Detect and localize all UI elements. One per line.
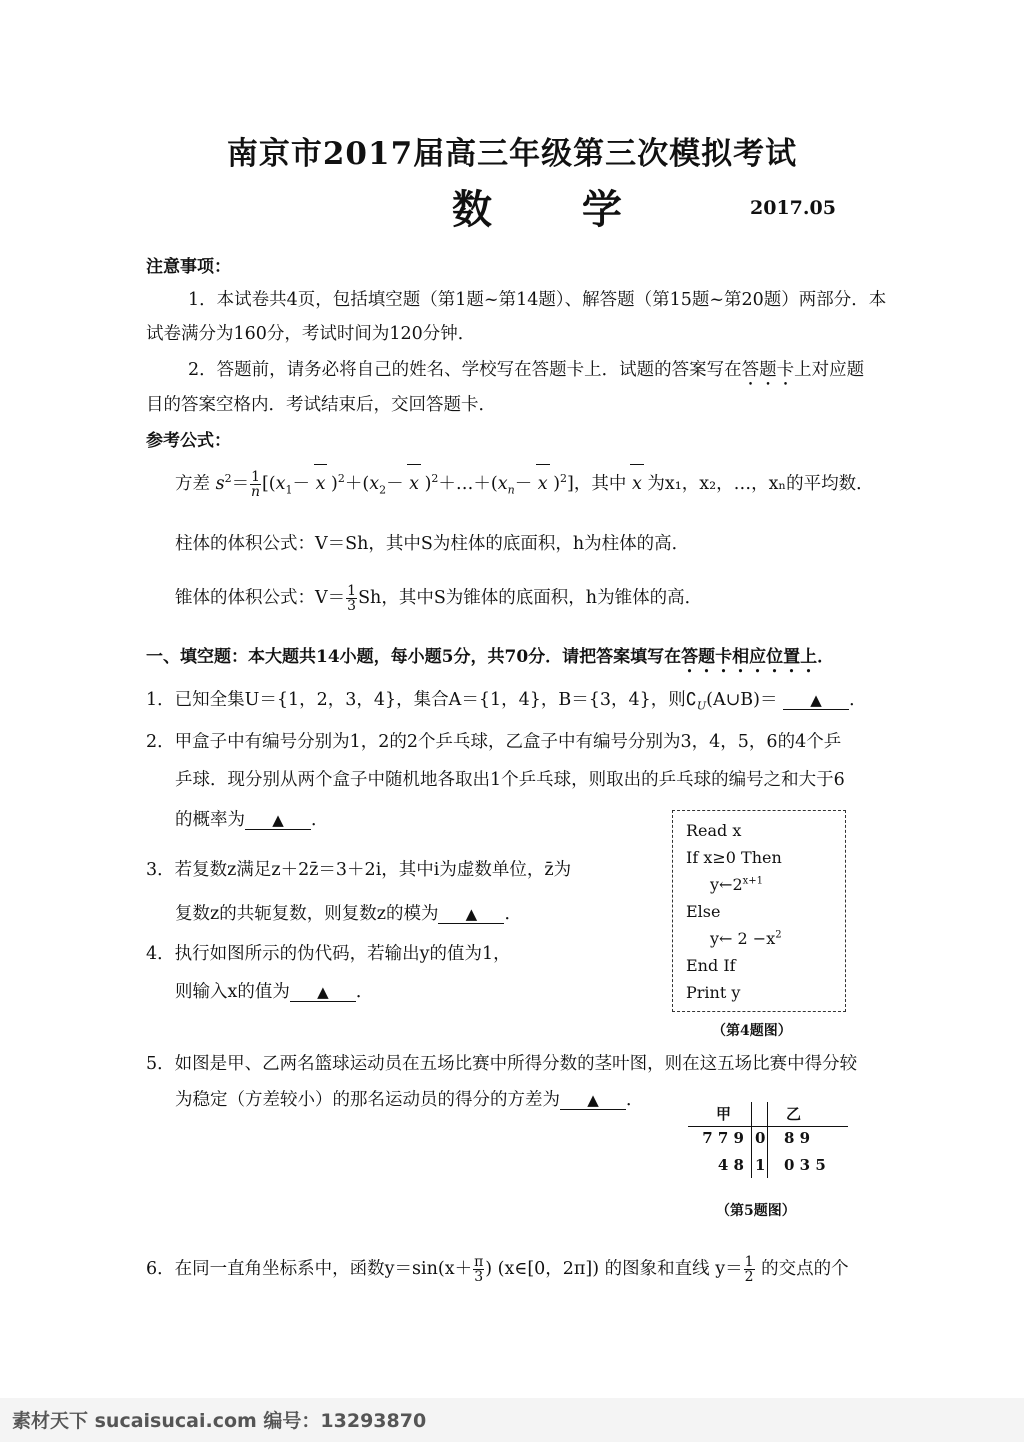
question-5-line-2: 为稳定（方差较小）的那名运动员的得分的方差为 ▲ ．	[175, 1090, 644, 1110]
question-1-tail: (A∪B)＝	[706, 690, 778, 710]
subject-title: 数 学	[452, 186, 660, 233]
variance-prefix: 方差	[175, 474, 210, 494]
question-1: 1．已知全集U＝{1，2，3，4}，集合A＝{1，4}，B＝{3，4}，则$∁_U(A\cup B)=$ ▲ ．	[146, 690, 867, 713]
cone-suffix: Sh，其中S为锥体的底面积，h为锥体的高．	[358, 588, 703, 608]
pseudocode-line-print: Print y	[686, 983, 741, 1002]
question-4-line-1: 4．执行如图所示的伪代码，若输出y的值为1，	[146, 944, 511, 964]
notice-item-1-line-1: 1．本试卷共4页，包括填空题（第1题~第14题）、解答题（第15题~第20题）两部分．本	[188, 290, 887, 310]
notice-item-2-text-b: 上对应题	[794, 360, 865, 380]
stemleaf-row-1-stem: 0	[755, 1129, 766, 1147]
notice-item-2-line-1	[188, 356, 864, 390]
mean-symbol: x	[631, 474, 642, 494]
variance-expression: $s^2=$ $\frac{1}{n}$ [($x_1- x$ )$^2+(x_2- x$ )$^2+\dots+(x_n- x$ )$^2$]	[215, 469, 574, 500]
answer-blank-5[interactable]: ▲	[560, 1092, 626, 1110]
question-2-text: 的概率为	[175, 810, 245, 830]
variance-formula	[175, 470, 874, 499]
watermark-bar	[0, 1398, 1024, 1442]
section-1-heading-text: 一、填空题：本大题共14小题，每小题5分，共70分．请把答案填写在	[146, 647, 682, 667]
notice-heading: 注意事项：	[146, 257, 231, 277]
section-1-heading-emphasis: 答题卡相应位置上	[681, 647, 818, 667]
section-1-heading	[146, 642, 834, 677]
stemleaf-divider-left	[751, 1102, 752, 1178]
question-3-line-1: 3．若复数z满足z＋2z̄＝3＋2i，其中i为虚数单位，z̄为	[146, 860, 572, 880]
variance-end: 为x₁，x₂，…，xₙ的平均数．	[647, 474, 874, 494]
stemleaf-row-2-stem: 1	[755, 1156, 766, 1174]
stemleaf-row-2-left: 4 8	[717, 1156, 744, 1174]
formulas-heading: 参考公式：	[146, 431, 231, 451]
figure-5-caption: （第5题图）	[716, 1203, 796, 1219]
stemleaf-left-label: 甲	[716, 1105, 732, 1123]
question-4-line-2: 则输入x的值为 ▲ ．	[175, 982, 374, 1002]
question-2-line-2: 乒球．现分别从两个盒子中随机地各取出1个乒乓球，则取出的乒乓球的编号之和大于6	[175, 770, 845, 790]
exam-title: 南京市2017届高三年级第三次模拟考试	[226, 136, 798, 172]
stemleaf-row-1-right: 8 9	[784, 1129, 811, 1147]
stemleaf-right-label: 乙	[786, 1105, 802, 1123]
question-5-line-1: 5．如图是甲、乙两名篮球运动员在五场比赛中所得分数的茎叶图，则在这五场比赛中得分较	[146, 1054, 858, 1074]
pseudocode-assign-2-exponent: 2	[775, 929, 782, 941]
question-4-text: 则输入x的值为	[175, 982, 290, 1002]
notice-item-1-line-2: 试卷满分为160分，考试时间为120分钟．	[146, 324, 476, 344]
notice-item-2-line-2: 目的答案空格内．考试结束后，交回答题卡．	[146, 395, 496, 415]
question-2-line-1: 2．甲盒子中有编号分别为1，2的2个乒乓球，乙盒子中有编号分别为3，4，5，6的4个乒	[146, 732, 842, 752]
question-6-text-a: 6．在同一直角坐标系中，函数y＝sin(x＋	[146, 1259, 473, 1279]
watermark-text: 素材天下 sucaisucai.com 编号：13293870	[12, 1410, 427, 1432]
cone-volume-formula: 锥体的体积公式：V＝ $\frac{1}{3}$ Sh，其中S为锥体的底面积，h为锥体的高．	[175, 583, 703, 614]
exam-date: 2017.05	[750, 197, 836, 219]
question-1-text: 1．已知全集U＝{1，2，3，4}，集合A＝{1，4}，B＝{3，4}，则∁	[146, 690, 697, 710]
stemleaf-row-1-left: 7 7 9	[702, 1129, 744, 1147]
pseudocode-line-read: Read x	[686, 821, 742, 840]
answer-blank-3[interactable]: ▲	[438, 906, 504, 924]
pseudocode-line-else: Else	[686, 902, 721, 921]
question-6-text-b: ) (x∈[0，2π]) 的图象和直线 y＝	[485, 1259, 743, 1279]
question-1-subscript: U	[696, 699, 707, 713]
answer-blank-2[interactable]: ▲	[245, 812, 311, 830]
section-1-heading-end: ．	[817, 647, 835, 667]
pseudocode-assign-2-text: y← 2 −x	[710, 929, 776, 948]
stemleaf-divider-right	[767, 1102, 768, 1178]
notice-item-2-emphasis: 答题卡	[741, 360, 795, 380]
figure-4-caption: （第4题图）	[712, 1023, 792, 1039]
variance-suffix: ，其中	[573, 474, 627, 494]
question-3-line-2: 复数z的共轭复数，则复数z的模为 ▲ ．	[175, 904, 522, 924]
answer-blank-1[interactable]: ▲	[783, 692, 849, 710]
stemleaf-row-2-right: 0 3 5	[784, 1156, 826, 1174]
question-5-text: 为稳定（方差较小）的那名运动员的得分的方差为	[175, 1090, 560, 1110]
pseudocode-line-endif: End If	[686, 956, 736, 975]
question-3-text: 复数z的共轭复数，则复数z的模为	[175, 904, 439, 924]
question-2-line-3: 的概率为 ▲ ．	[175, 810, 329, 830]
pseudocode-assign-1-text: y←2	[710, 875, 743, 894]
pseudocode-line-assign-2	[710, 929, 782, 948]
answer-blank-4[interactable]: ▲	[290, 984, 356, 1002]
question-6-text-c: 的交点的个	[755, 1259, 849, 1279]
pseudocode-line-assign-1	[710, 875, 763, 894]
pseudocode-assign-1-exponent: x+1	[742, 875, 764, 887]
notice-item-2-text-a: 2．答题前，请务必将自己的姓名、学校写在答题卡上．试题的答案写在	[188, 360, 742, 380]
prism-volume-formula: 柱体的体积公式：V＝Sh，其中S为柱体的底面积，h为柱体的高．	[175, 534, 690, 554]
pseudocode-line-if: If x≥0 Then	[686, 848, 782, 867]
cone-prefix: 锥体的体积公式：V＝	[175, 588, 346, 608]
question-6: 6．在同一直角坐标系中，函数y＝sin(x＋ $\frac{\pi}{3}$ ) (x∈[0，2π]) 的图象和直线 y＝ $\frac{1}{2}$ 的交点的个	[146, 1254, 849, 1285]
stemleaf-top-rule	[688, 1126, 848, 1127]
